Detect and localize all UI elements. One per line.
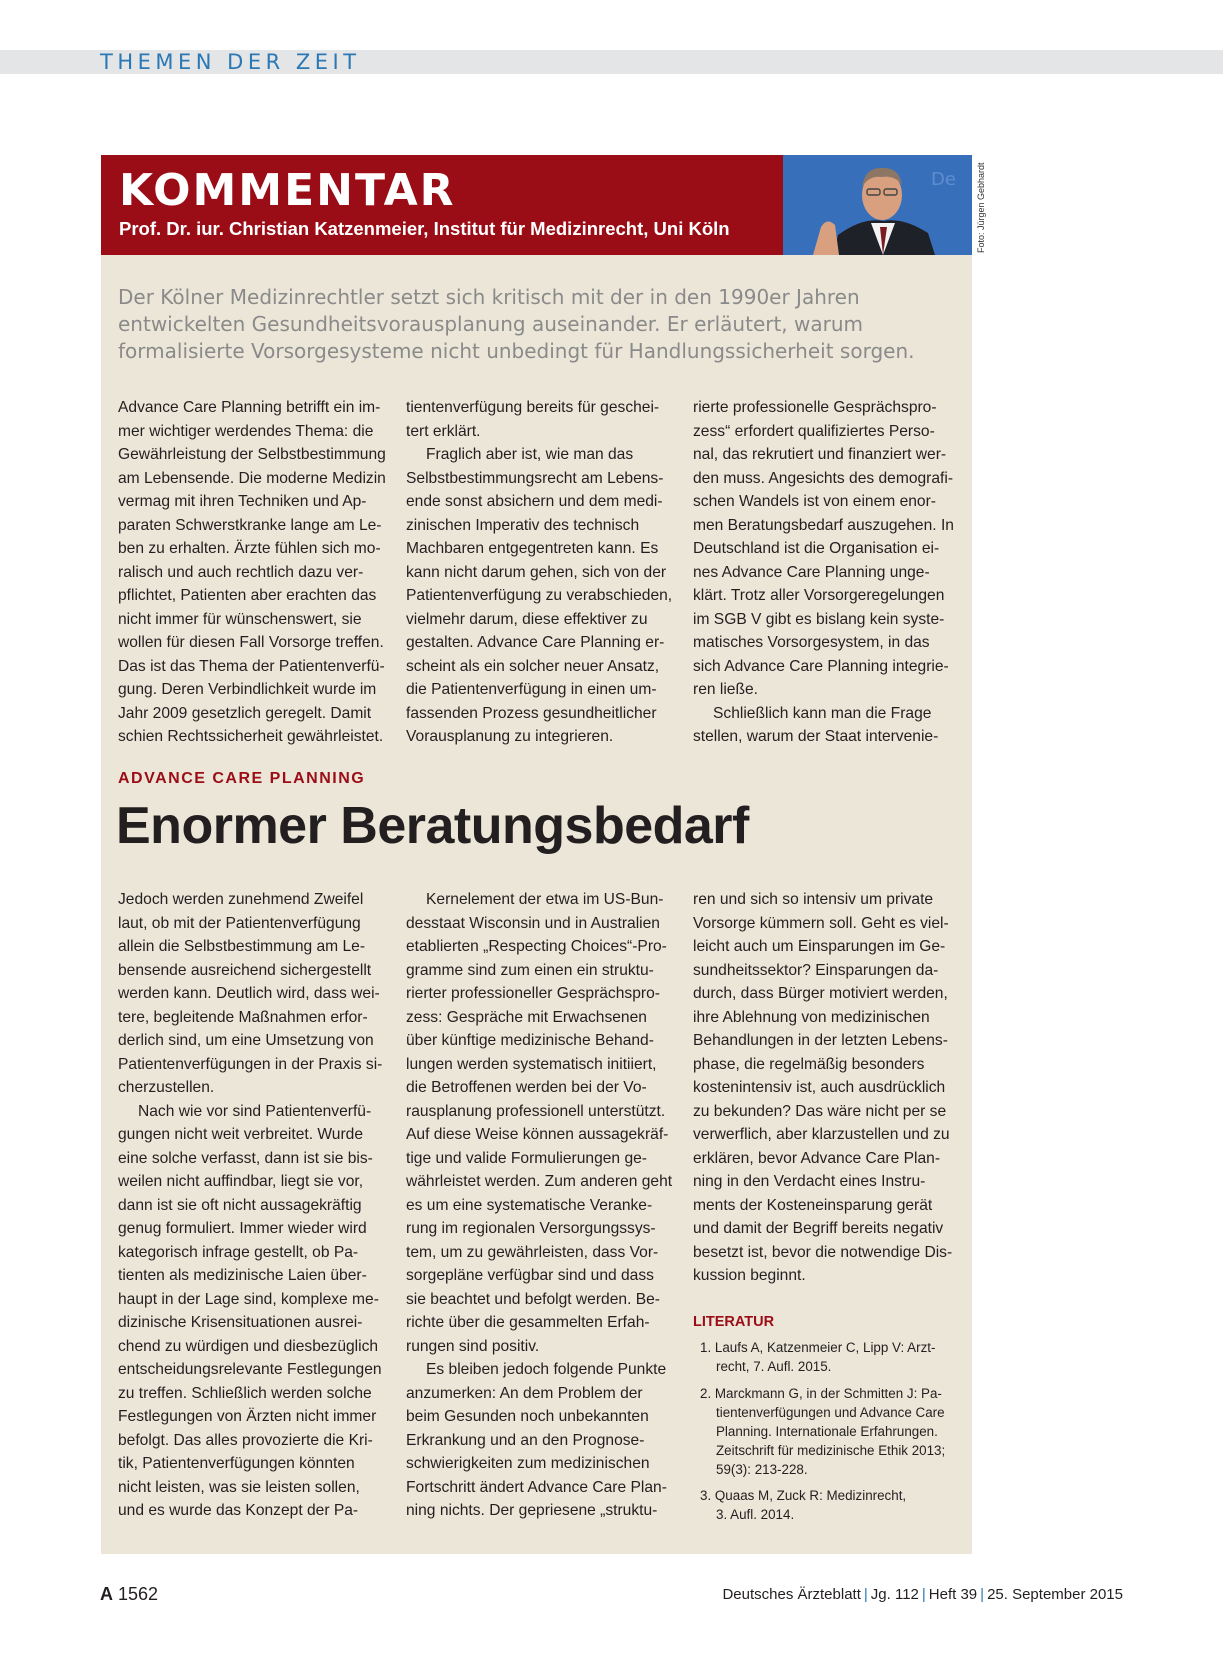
lead-line: Der Kölner Medizinrechtler setzt sich kritisch mit der in den 1990er Jahren xyxy=(118,285,860,309)
text-line: rung im regionalen Versorgungssys- xyxy=(406,1220,656,1237)
text-line: Nach wie vor sind Patientenverfü- xyxy=(138,1102,372,1120)
section-label: THEMEN DER ZEIT xyxy=(100,50,361,74)
journal-name: Deutsches Ärzteblatt xyxy=(722,1586,861,1603)
lead-line: entwickelten Gesundheitsvorausplanung auseinander. Er erläutert, warum xyxy=(118,312,864,336)
text-line: tientenverfügung bereits für geschei- xyxy=(406,399,660,416)
text-line: zess“ erfordert qualifiziertes Perso- xyxy=(693,422,935,440)
literature-line: 3. Quaas M, Zuck R: Medizinrecht, xyxy=(700,1488,907,1503)
text-line: über künftige medizinische Behand- xyxy=(406,1032,654,1049)
literature-line: recht, 7. Aufl. 2015. xyxy=(716,1359,832,1374)
text-line: Advance Care Planning betrifft ein im- xyxy=(118,399,381,416)
text-line: kategorisch infrage gestellt, ob Pa- xyxy=(118,1243,359,1261)
text-line: Patientenverfügung zu verabschieden, xyxy=(406,587,673,604)
text-line: schwierigkeiten zum medizinischen xyxy=(406,1455,650,1472)
text-line: leicht auch um Einsparungen im Ge- xyxy=(693,938,946,955)
text-line: Patientenverfügungen in der Praxis si- xyxy=(118,1055,383,1073)
text-line: Kernelement der etwa im US-Bun- xyxy=(426,891,664,908)
text-line: tige und valide Formulierungen ge- xyxy=(406,1149,647,1167)
text-line: Selbstbestimmungsrecht am Lebens- xyxy=(406,469,664,487)
text-line: ning nichts. Der gepriesene „struktu- xyxy=(406,1502,658,1519)
text-line: dann ist sie oft nicht aussagekräftig xyxy=(118,1196,362,1214)
text-line: sundheitssektor? Einsparungen da- xyxy=(693,961,939,979)
text-line: zu bekunden? Das wäre nicht per se xyxy=(693,1102,947,1120)
text-line: sie beachtet und befolgt werden. Be- xyxy=(406,1290,660,1308)
text-line: dizinische Krisensituationen ausrei- xyxy=(118,1314,363,1331)
text-line: cherzustellen. xyxy=(118,1079,215,1096)
text-line: vielmehr darum, diese effektiver zu xyxy=(406,610,648,628)
text-line: und es wurde das Konzept der Pa- xyxy=(118,1502,359,1519)
text-line: nes Advance Care Planning unge- xyxy=(693,563,930,581)
text-line: Gewährleistung der Selbstbestimmung xyxy=(118,446,386,463)
literature-line: 2. Marckmann G, in der Schmitten J: Pa- xyxy=(700,1386,942,1401)
page-number xyxy=(100,1583,158,1605)
text-line: pflichtet, Patienten aber erachten das xyxy=(118,587,377,604)
text-line: rierter professioneller Gesprächspro- xyxy=(406,985,660,1002)
literature-line: Zeitschrift für medizinische Ethik 2013; xyxy=(716,1443,946,1458)
text-line: wollen für diesen Fall Vorsorge treffen. xyxy=(118,634,384,651)
text-line: sich Advance Care Planning integrie- xyxy=(693,657,949,675)
svg-text:De: De xyxy=(931,169,956,190)
text-line: klärt. Trotz aller Vorsorgeregelungen xyxy=(693,587,945,604)
literature-item xyxy=(700,1338,970,1376)
text-line: zess: Gespräche mit Erwachsenen xyxy=(406,1008,647,1026)
journal-date: 25. September 2015 xyxy=(987,1586,1123,1603)
upper-column-1 xyxy=(118,396,386,749)
text-line: Das ist das Thema der Patientenverfü- xyxy=(118,657,385,675)
text-line: vermag mit ihren Techniken und Ap- xyxy=(118,493,367,510)
text-line: Fraglich aber ist, wie man das xyxy=(426,446,634,463)
text-line: tik, Patientenverfügungen könnten xyxy=(118,1455,355,1472)
literature-line: tientenverfügungen und Advance Care xyxy=(716,1405,945,1420)
text-line: nal, das rekrutiert und finanziert wer- xyxy=(693,446,947,463)
lead-paragraph xyxy=(118,284,958,365)
text-line: Jahr 2009 gesetzlich geregelt. Damit xyxy=(118,704,372,722)
text-line: kostenintensiv ist, auch ausdrücklich xyxy=(693,1079,946,1096)
text-line: besetzt ist, bevor die notwendige Dis- xyxy=(693,1243,953,1261)
upper-column-3 xyxy=(693,396,955,749)
text-line: fassenden Prozess gesundheitlicher xyxy=(406,704,657,722)
text-line: Vorsorge kümmern soll. Geht es viel- xyxy=(693,914,949,932)
text-line: Fortschritt ändert Advance Care Plan- xyxy=(406,1478,667,1496)
text-line: Auf diese Weise können aussagekräf- xyxy=(406,1126,669,1143)
text-line: ende sonst absichern und dem medi- xyxy=(406,493,663,510)
literature-line: 3. Aufl. 2014. xyxy=(716,1507,795,1522)
literature-heading: LITERATUR xyxy=(693,1314,775,1330)
text-line: haupt in der Lage sind, komplexe me- xyxy=(118,1290,379,1308)
literature-line: 1. Laufs A, Katzenmeier C, Lipp V: Arzt- xyxy=(700,1340,936,1355)
text-line: und damit der Begriff bereits negativ xyxy=(693,1220,944,1237)
text-line: derlich sind, um eine Umsetzung von xyxy=(118,1032,374,1049)
banner-title: KOMMENTAR xyxy=(119,165,456,216)
lead-line: formalisierte Vorsorgesysteme nicht unbedingt für Handlungssicherheit sorgen. xyxy=(118,339,915,363)
text-line: zu treffen. Schließlich werden solche xyxy=(118,1384,372,1402)
text-line: durch, dass Bürger motiviert werden, xyxy=(693,985,948,1002)
author-portrait-image xyxy=(783,155,972,255)
text-line: gungen nicht weit verbreitet. Wurde xyxy=(118,1126,364,1143)
text-line: schen Wandels ist von einem enor- xyxy=(693,493,936,510)
lower-column-3 xyxy=(693,888,955,1288)
text-line: bensende ausreichend sichergestellt xyxy=(118,961,372,979)
journal-issue: Heft 39 xyxy=(928,1586,978,1603)
text-line: es um eine systematische Veranke- xyxy=(406,1196,653,1214)
text-line: lungen werden systematisch initiiert, xyxy=(406,1055,657,1073)
text-line: den muss. Angesichts des demografi- xyxy=(693,469,954,487)
text-line: Machbaren entgegentreten kann. Es xyxy=(406,540,659,557)
text-line: verwerflich, aber klarzustellen und zu xyxy=(693,1126,950,1143)
text-line: phase, die regelmäßig besonders xyxy=(693,1055,925,1073)
text-line: ments der Kosteneinsparung gerät xyxy=(693,1196,933,1214)
text-line: tem, um zu gewährleisten, dass Vor- xyxy=(406,1243,659,1261)
text-line: beim Gesunden noch unbekannten xyxy=(406,1408,649,1425)
text-line: gung. Deren Verbindlichkeit wurde im xyxy=(118,681,377,698)
text-line: matisches Vorsorgesystem, in das xyxy=(693,634,930,651)
text-line: genug formuliert. Immer wieder wird xyxy=(118,1220,367,1237)
text-line: chend zu würdigen und diesbezüglich xyxy=(118,1337,379,1355)
article-kicker: ADVANCE CARE PLANNING xyxy=(118,770,366,787)
page-number-value: 1562 xyxy=(118,1584,159,1604)
text-line: Jedoch werden zunehmend Zweifel xyxy=(118,891,364,908)
text-line: tienten als medizinische Laien über- xyxy=(118,1267,367,1284)
text-line: ren ließe. xyxy=(693,681,759,698)
footer-separator: | xyxy=(863,1586,868,1603)
text-line: werden kann. Deutlich wird, dass wei- xyxy=(118,985,380,1002)
text-line: Erkrankung und an den Prognose- xyxy=(406,1431,645,1449)
text-line: am Lebensende. Die moderne Medizin xyxy=(118,469,386,487)
journal-volume: Jg. 112 xyxy=(870,1586,919,1603)
text-line: weilen nicht auffindbar, liegt sie vor, xyxy=(118,1173,364,1190)
text-line: rausplanung professionell unterstützt. xyxy=(406,1102,666,1120)
text-line: ning in den Verdacht eines Instru- xyxy=(693,1173,926,1190)
text-line: men Beratungsbedarf auszugehen. In xyxy=(693,516,954,534)
text-line: richte über die gesammelten Erfah- xyxy=(406,1314,650,1331)
literature-item xyxy=(700,1486,970,1524)
text-line: nicht leisten, was sie leisten sollen, xyxy=(118,1478,360,1496)
upper-column-2 xyxy=(406,396,673,749)
literature-line: Planning. Internationale Erfahrungen. xyxy=(716,1424,938,1439)
text-line: die Betroffenen werden bei der Vo- xyxy=(406,1079,647,1096)
article-headline: Enormer Beratungsbedarf xyxy=(116,797,749,855)
text-line: scheint als ein solcher neuer Ansatz, xyxy=(406,657,660,675)
text-line: laut, ob mit der Patientenverfügung xyxy=(118,914,361,932)
text-line: ren und sich so intensiv um private xyxy=(693,891,934,908)
text-line: Vorausplanung zu integrieren. xyxy=(406,728,614,745)
text-line: Es bleiben jedoch folgende Punkte xyxy=(426,1361,667,1378)
text-line: rungen sind positiv. xyxy=(406,1337,540,1355)
text-line: ralisch und auch rechtlich dazu ver- xyxy=(118,563,364,581)
text-line: paraten Schwerstkranke lange am Le- xyxy=(118,516,382,534)
text-line: kussion beginnt. xyxy=(693,1267,806,1284)
text-line: tere, begleitende Maßnahmen erfor- xyxy=(118,1008,368,1026)
banner-author: Prof. Dr. iur. Christian Katzenmeier, Institut für Medizinrecht, Uni Köln xyxy=(119,218,730,239)
footer-separator: | xyxy=(921,1586,926,1603)
text-line: tert erklärt. xyxy=(406,422,481,440)
text-line: sorgepläne verfügbar sind und dass xyxy=(406,1267,654,1284)
text-line: im SGB V gibt es bislang kein syste- xyxy=(693,610,945,628)
footer-separator: | xyxy=(980,1586,985,1603)
text-line: ben zu erhalten. Ärzte fühlen sich mo- xyxy=(118,540,381,557)
lower-column-2 xyxy=(406,888,673,1523)
literature-line: 59(3): 213-228. xyxy=(716,1462,808,1477)
text-line: allein die Selbstbestimmung am Le- xyxy=(118,938,366,955)
journal-footer xyxy=(722,1585,1123,1605)
lower-column-1 xyxy=(118,888,383,1523)
text-line: Deutschland ist die Organisation ei- xyxy=(693,540,940,557)
text-line: anzumerken: An dem Problem der xyxy=(406,1384,643,1402)
text-line: rierte professionelle Gesprächspro- xyxy=(693,399,937,416)
text-line: entscheidungsrelevante Festlegungen xyxy=(118,1361,382,1378)
text-line: gramme sind zum einen ein struktu- xyxy=(406,961,654,979)
text-line: schien Rechtssicherheit gewährleistet. xyxy=(118,728,384,745)
text-line: befolgt. Das alles provozierte die Kri- xyxy=(118,1431,373,1449)
text-line: etablierten „Respecting Choices“-Pro- xyxy=(406,938,667,955)
text-line: mer wichtiger werdendes Thema: die xyxy=(118,422,374,440)
page-prefix: A xyxy=(100,1584,113,1604)
text-line: Schließlich kann man die Frage xyxy=(713,704,932,722)
text-line: ihre Ablehnung von medizinischen xyxy=(693,1008,930,1026)
photo-credit: Foto: Jürgen Gebhardt xyxy=(976,162,986,253)
text-line: gestalten. Advance Care Planning er- xyxy=(406,634,665,651)
text-line: eine solche verfasst, dann ist sie bis- xyxy=(118,1149,373,1167)
text-line: Behandlungen in der letzten Lebens- xyxy=(693,1032,948,1049)
author-photo xyxy=(783,155,972,255)
text-line: stellen, warum der Staat intervenie- xyxy=(693,728,939,745)
text-line: kann nicht darum gehen, sich von der xyxy=(406,563,667,581)
text-line: nicht immer für wünschenswert, sie xyxy=(118,610,362,628)
text-line: desstaat Wisconsin und in Australien xyxy=(406,914,660,932)
text-line: währleistet werden. Zum anderen geht xyxy=(406,1173,673,1190)
text-line: erklären, bevor Advance Care Plan- xyxy=(693,1149,941,1167)
text-line: Festlegungen von Ärzten nicht immer xyxy=(118,1408,377,1425)
text-line: zinischen Imperativ des technisch xyxy=(406,516,640,534)
commentary-banner xyxy=(101,155,783,255)
literature-item xyxy=(700,1384,970,1479)
text-line: die Patientenverfügung in einen um- xyxy=(406,681,657,698)
